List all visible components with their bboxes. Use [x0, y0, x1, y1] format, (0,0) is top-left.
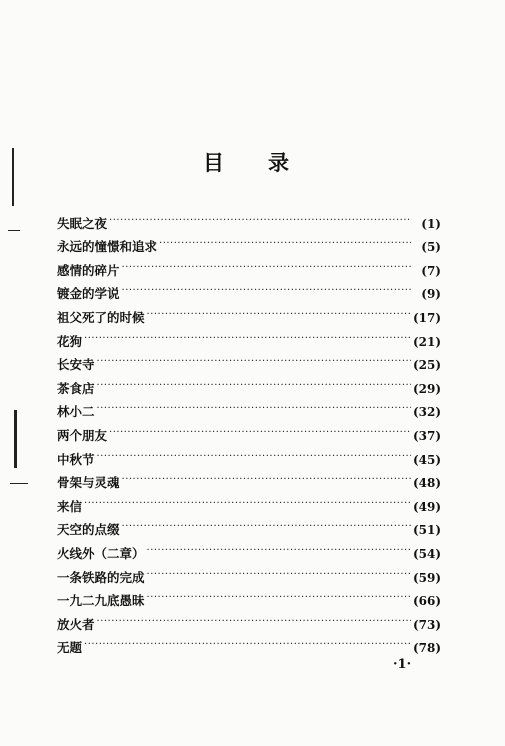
toc-entry-page: (54) [412, 546, 441, 561]
toc-entry-page: (48) [412, 476, 441, 491]
toc-entry-title: 感情的碎片 [57, 262, 120, 278]
toc-entry-title: 长安寺 [57, 357, 95, 373]
toc-entry-page: (59) [412, 570, 441, 585]
dot-leader [147, 306, 411, 324]
dot-leader [122, 518, 411, 536]
toc-entry-title: 两个朋友 [57, 427, 108, 443]
dot-leader [84, 495, 411, 513]
toc-entry-title: 永远的憧憬和追求 [57, 239, 158, 255]
toc-entry[interactable] [57, 327, 441, 351]
dot-leader [147, 589, 411, 607]
table-of-contents [57, 209, 441, 657]
toc-entry[interactable] [57, 351, 441, 375]
toc-entry-title: 茶食店 [57, 380, 95, 396]
toc-entry-page: (5) [421, 240, 441, 255]
dot-leader [159, 235, 411, 253]
dot-leader [147, 566, 411, 584]
toc-entry[interactable] [57, 256, 441, 280]
toc-entry-title: 一九二九底愚昧 [57, 593, 145, 609]
toc-entry-page: (51) [412, 523, 441, 538]
dot-leader [147, 542, 411, 560]
toc-entry-title: 林小二 [57, 404, 95, 420]
toc-entry[interactable] [57, 516, 441, 540]
toc-entry-title: 一条铁路的完成 [57, 569, 145, 585]
toc-entry[interactable] [57, 233, 441, 257]
toc-entry[interactable] [57, 209, 441, 233]
toc-entry[interactable] [57, 563, 441, 587]
scan-mark-top-dash [8, 230, 20, 231]
toc-entry-page: (78) [412, 641, 441, 656]
dot-leader [97, 613, 411, 631]
toc-entry-page: (73) [412, 617, 441, 632]
dot-leader [109, 212, 411, 230]
toc-entry-title: 无题 [57, 640, 83, 656]
toc-entry[interactable] [57, 280, 441, 304]
dot-leader [84, 330, 411, 348]
toc-entry-title: 来信 [57, 498, 83, 514]
dot-leader [97, 353, 411, 371]
toc-entry[interactable] [57, 445, 441, 469]
toc-entry-page: (21) [412, 334, 441, 349]
dot-leader [97, 377, 411, 395]
page-number: ·1· [393, 657, 412, 672]
dot-leader [97, 448, 411, 466]
dot-leader [122, 259, 411, 277]
scan-mark-middle [14, 410, 17, 468]
toc-entry[interactable] [57, 634, 441, 658]
toc-entry-title: 花狗 [57, 333, 83, 349]
toc-entry-page: (7) [421, 263, 441, 278]
toc-entry[interactable] [57, 398, 441, 422]
page-title [200, 148, 310, 182]
toc-entry-title: 镀金的学说 [57, 286, 120, 302]
scan-mark-top [12, 148, 14, 206]
toc-entry[interactable] [57, 374, 441, 398]
dot-leader [84, 636, 411, 654]
toc-entry-page: (32) [412, 405, 441, 420]
toc-entry[interactable] [57, 469, 441, 493]
toc-entry[interactable] [57, 421, 441, 445]
toc-entry[interactable] [57, 587, 441, 611]
toc-entry-title: 中秋节 [57, 451, 95, 467]
toc-entry[interactable] [57, 303, 441, 327]
dot-leader [109, 424, 411, 442]
toc-entry-page: (49) [412, 499, 441, 514]
toc-entry-page: (17) [412, 310, 441, 325]
toc-entry[interactable] [57, 492, 441, 516]
toc-entry[interactable] [57, 539, 441, 563]
toc-entry-page: (37) [412, 428, 441, 443]
dot-leader [122, 282, 411, 300]
title-char-2: 录 [268, 151, 289, 175]
title-char-1: 目 [203, 151, 224, 175]
dot-leader [97, 400, 411, 418]
toc-entry-page: (25) [412, 358, 441, 373]
toc-entry-title: 火线外（二章） [57, 545, 145, 561]
toc-entry-title: 骨架与灵魂 [57, 475, 120, 491]
dot-leader [122, 471, 411, 489]
toc-entry-title: 失眠之夜 [57, 215, 108, 231]
toc-entry-page: (9) [421, 287, 441, 302]
toc-entry[interactable] [57, 610, 441, 634]
toc-entry-page: (1) [421, 216, 441, 231]
scan-mark-middle-dash [10, 483, 28, 484]
toc-entry-page: (45) [412, 452, 441, 467]
toc-entry-page: (29) [412, 381, 441, 396]
toc-entry-title: 祖父死了的时候 [57, 309, 145, 325]
toc-entry-title: 天空的点缀 [57, 522, 120, 538]
toc-entry-page: (66) [412, 594, 441, 609]
toc-entry-title: 放火者 [57, 616, 95, 632]
